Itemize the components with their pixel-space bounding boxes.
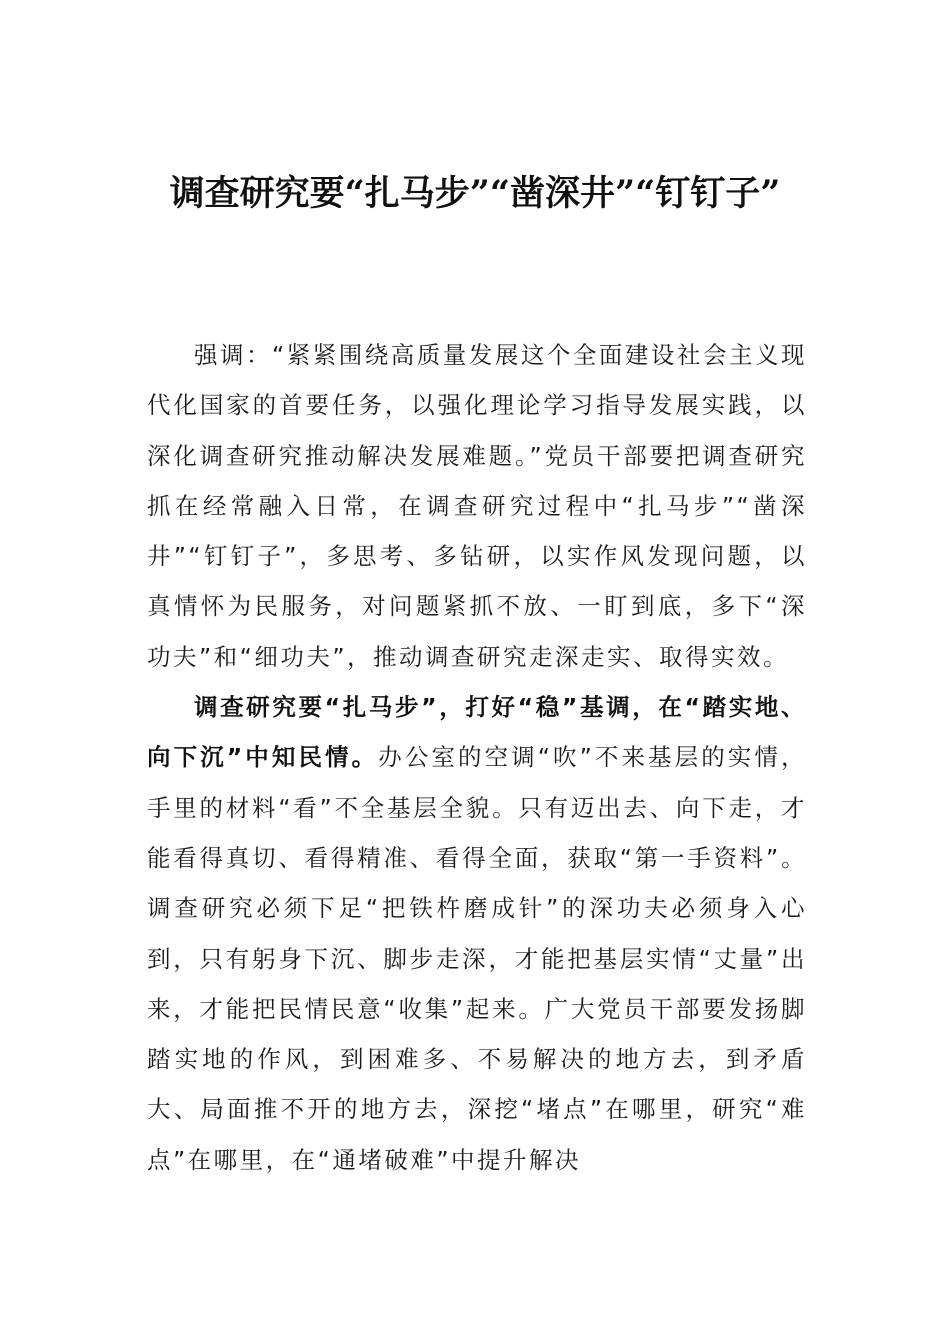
- paragraph-2: [147, 682, 807, 1185]
- paragraph-2-lead: 调查研究要“扎马步”，打好“稳”基调，在“踏实地、向下沉”中知民情。: [147, 693, 807, 772]
- document-body: [147, 330, 807, 1185]
- paragraph-1: [147, 330, 807, 682]
- paragraph-2-text: 办公室的空调“吹”不来基层的实情，手里的材料“看”不全基层全貌。只有迈出去、向下走，才能看得真切、看得精准、看得全面，获取“第一手资料”。调查研究必须下足“把铁杵磨成针”的深功夫必须身入心到，只有躬身下沉、脚步走深，才能把基层实情“丈量”出来，才能把民情民意“收集”起来。广大党员干部要发扬脚踏实地的作风，到困难多、不易解决的地方去，到矛盾大、局面推不开的地方去，深挖“堵点”在哪里，研究“难点”在哪里，在“通堵破难”中提升解决: [147, 743, 807, 1174]
- paragraph-1-text: 强调：“紧紧围绕高质量发展这个全面建设社会主义现代化国家的首要任务，以强化理论学习指导发展实践，以深化调查研究推动解决发展难题。”党员干部要把调查研究抓在经常融入日常，在调查研究过程中“扎马步”“凿深井”“钉钉子”，多思考、多钻研，以实作风发现问题，以真情怀为民服务，对问题紧抓不放、一盯到底，多下“深功夫”和“细功夫”，推动调查研究走深走实、取得实效。: [147, 341, 807, 671]
- document-title: 调查研究要“扎马步”“凿深井”“钉钉子”: [169, 173, 781, 214]
